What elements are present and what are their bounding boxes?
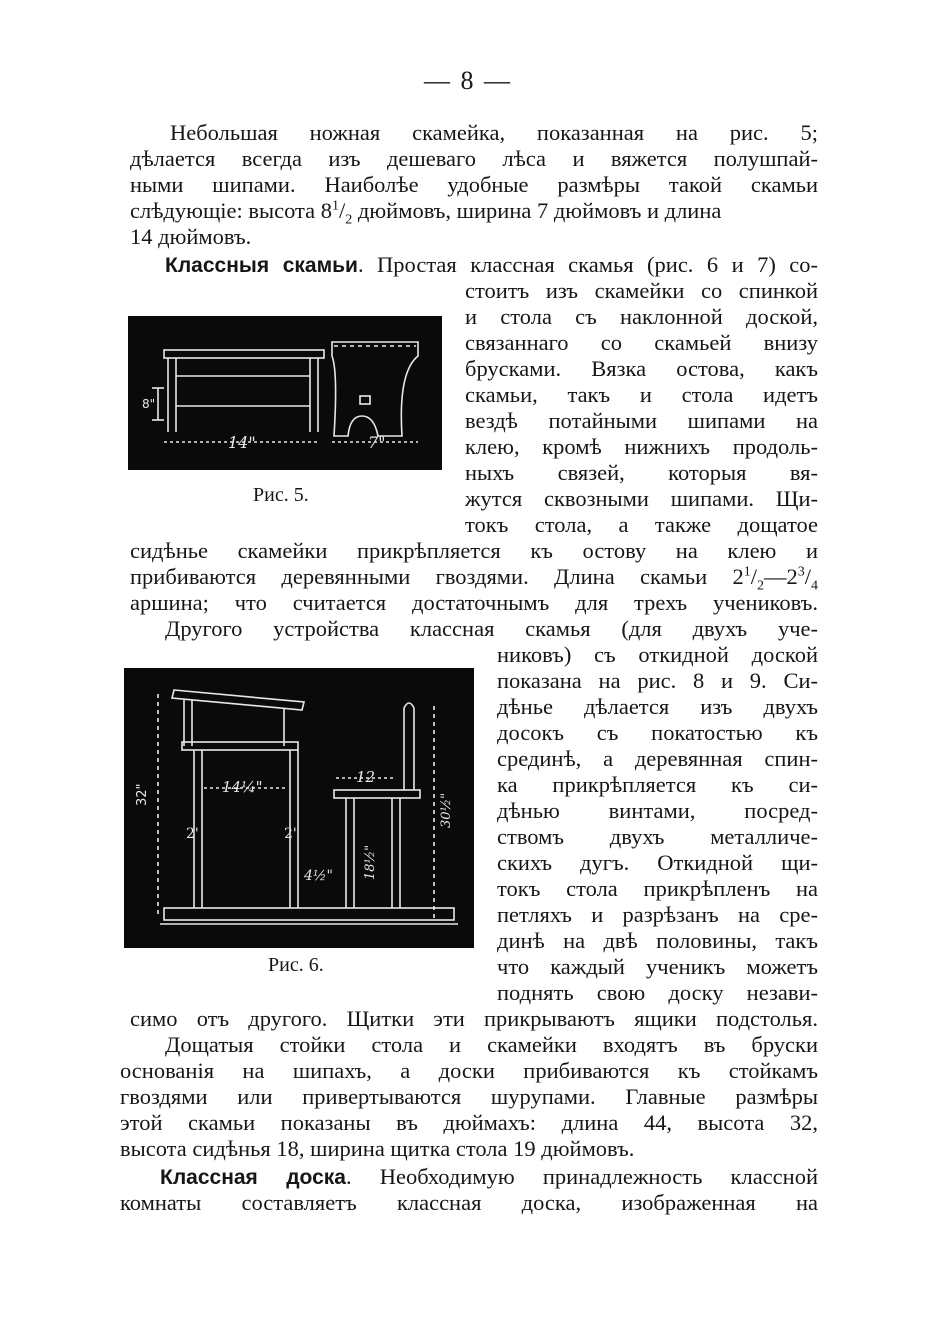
text-fragment: слѣдующіе: высота 8: [130, 198, 333, 223]
fraction-denominator: 2: [756, 578, 764, 594]
text-line: поднять свою доску незави-: [497, 980, 818, 1005]
text-line: 14 дюймовъ.: [130, 224, 252, 249]
figure-5-bench: [128, 316, 442, 470]
text-line: дѣнье дѣлается изъ двухъ: [497, 694, 818, 719]
school-bench-drawing: [124, 668, 474, 948]
page-number: — 8 —: [424, 66, 512, 95]
fraction-numerator: 3: [797, 564, 805, 580]
fraction-denominator: 4: [811, 578, 818, 594]
text-line: токъ стола прикрѣпленъ на: [497, 876, 818, 901]
text-line: динѣ на двѣ половины, такъ: [497, 928, 818, 953]
text-line: высота сидѣнья 18, ширина щитка стола 19 дюймовъ.: [120, 1136, 635, 1161]
text-line: ныхъ связей, которыя вя-: [465, 460, 818, 485]
text-line: [130, 198, 818, 228]
text-line: срединѣ, а деревянная спин-: [497, 746, 818, 771]
dimension-label: 30½": [439, 792, 454, 828]
text-line: петляхъ и разрѣзанъ на сре-: [497, 902, 818, 927]
dimension-label: 4½": [304, 868, 333, 884]
figure-6-school-bench: [124, 668, 474, 948]
text-line: дѣнью винтами, посред-: [497, 798, 818, 823]
text-line: никовъ) съ откидной доской: [497, 642, 818, 667]
dimension-label: 32": [135, 783, 150, 806]
dimension-label: 12: [356, 768, 376, 786]
fraction-numerator: 1: [332, 198, 340, 214]
text-line: ка прикрѣпляется къ си-: [497, 772, 818, 797]
text-line: жутся сквозными шипами. Щи-: [465, 486, 818, 511]
text-line: показана на рис. 8 и 9. Си-: [497, 668, 818, 693]
text-line: этой скамьи показаны въ дюймахъ: длина 44, высота 32,: [120, 1110, 818, 1135]
text-line: и стола съ наклонной доской,: [465, 304, 818, 329]
text-line: комнаты составляетъ классная доска, изображенная на: [120, 1190, 818, 1215]
text-line: Небольшая ножная скамейка, показанная на рис. 5;: [170, 120, 818, 145]
text-line: вездѣ потайными шипами на: [465, 408, 818, 433]
text-line: скамьи, такъ и стола идетъ: [465, 382, 818, 407]
dimension-label: 14": [228, 433, 256, 452]
dimension-label: 8": [142, 397, 156, 411]
text-line: ными шипами. Наиболѣе удобные размѣры такой скамьи: [130, 172, 818, 197]
dimension-label: 2': [284, 826, 297, 842]
text-line: ствомъ двухъ металличе-: [497, 824, 818, 849]
text-fragment: —2: [763, 564, 798, 589]
fraction-numerator: 1: [743, 564, 751, 580]
figure-5-caption: Рис. 5.: [253, 484, 309, 506]
text-line: Дощатыя стойки стола и скамейки входятъ въ бруски: [165, 1032, 818, 1057]
section-term: Классныя скамьи: [165, 254, 358, 277]
text-line: аршина; что считается достаточнымъ для трехъ учениковъ.: [130, 590, 818, 615]
text-line: скихъ дугъ. Откидной щи-: [497, 850, 818, 875]
text-line: прибиваются деревянными гвоздями. Длина скамьи $2^1/_2—2^3/_4$: [130, 564, 818, 594]
text-line: Другого устройства классная скамья (для двухъ уче-: [165, 616, 818, 641]
text-line: симо отъ другого. Щитки эти прикрываютъ ящики подстолья.: [130, 1006, 818, 1031]
text-line: [165, 252, 818, 279]
text-line: гвоздями или привертываются шурупами. Главные размѣры: [120, 1084, 818, 1109]
dimension-label: 7": [368, 433, 386, 452]
text-line: досокъ съ покатостью къ: [497, 720, 818, 745]
bench-drawing: [128, 316, 442, 470]
text-line: стоитъ изъ скамейки со спинкой: [465, 278, 818, 303]
figure-6-caption: Рис. 6.: [268, 954, 324, 976]
text-fragment: . Простая классная скамья (рис. 6 и 7) со-: [357, 252, 818, 277]
text-line: брусками. Вязка остова, какъ: [465, 356, 818, 381]
text-line: что каждый ученикъ можетъ: [497, 954, 818, 979]
fraction-denominator: 2: [345, 212, 353, 228]
dimension-label: 18½": [363, 844, 378, 880]
text-line: сидѣнье скамейки прикрѣпляется къ остову на клею и: [130, 538, 818, 563]
text-line: основанія на шипахъ, а доски прибиваются къ стойкамъ: [120, 1058, 818, 1083]
text-fragment: . Необходимую принадлежность классной: [345, 1164, 818, 1189]
text-line: токъ стола, а также дощатое: [465, 512, 818, 537]
fraction-slash: /: [339, 198, 346, 223]
section-term: Классная доска: [160, 1166, 346, 1189]
text-line: дѣлается всегда изъ дешеваго лѣса и вяжется полушпай-: [130, 146, 818, 171]
dimension-label: 2': [186, 826, 199, 842]
dimension-label: 14¼": [222, 778, 263, 796]
text-fragment: прибиваются деревянными гвоздями. Длина скамьи 2: [130, 564, 744, 589]
text-fragment: дюймовъ, ширина 7 дюймовъ и длина: [352, 198, 722, 223]
text-line: клею, кромѣ нижнихъ продоль-: [465, 434, 818, 459]
text-line: связаннаго со скамьей внизу: [465, 330, 818, 355]
text-line: [160, 1164, 818, 1191]
